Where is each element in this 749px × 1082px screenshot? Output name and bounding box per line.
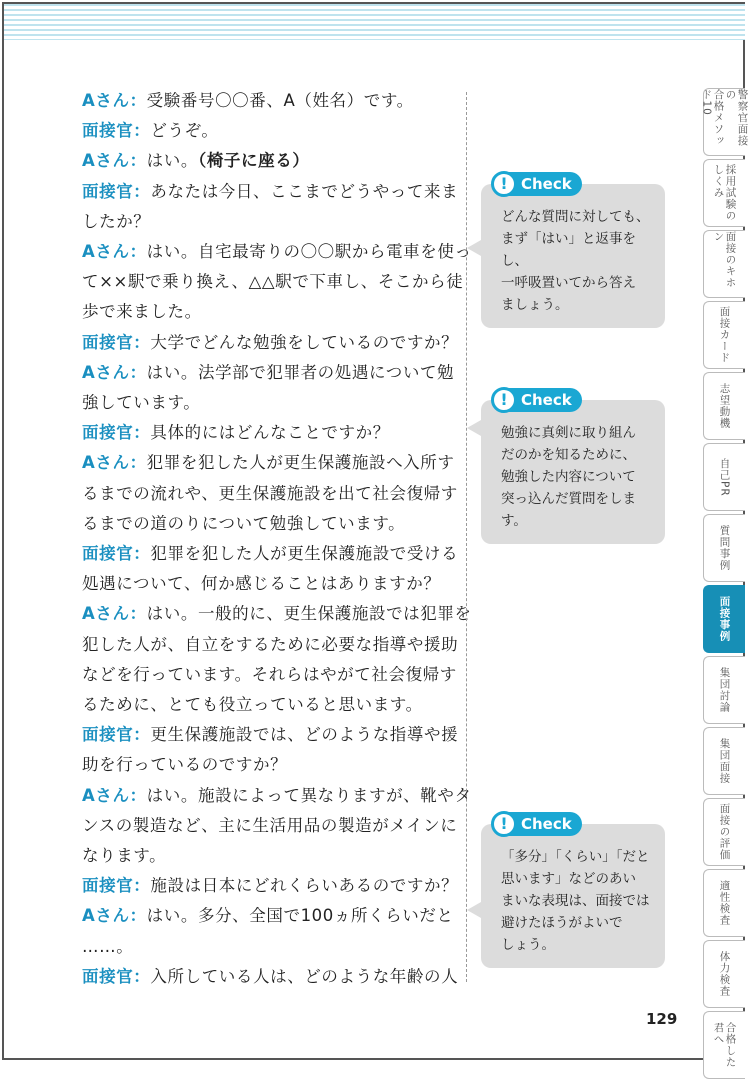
dialogue-line bbox=[82, 86, 452, 116]
chapter-tab[interactable] bbox=[700, 88, 749, 156]
check-text: 「多分」「くらい」「だと 思います」などのあい まいな表現は、面接では 避けたほうがよいで しょう。 bbox=[501, 849, 650, 953]
speaker-interviewer: 面接官： bbox=[82, 725, 151, 745]
check-bubble-1 bbox=[481, 174, 665, 328]
dialogue-line bbox=[82, 388, 452, 418]
dialogue-line bbox=[82, 237, 472, 267]
chapter-tab[interactable] bbox=[703, 230, 745, 298]
dialogue-line bbox=[82, 720, 459, 750]
speaker-interviewer: 面接官： bbox=[82, 544, 151, 564]
dialogue-line bbox=[82, 660, 457, 690]
chapter-tab-label: 体力検査 bbox=[718, 951, 731, 997]
dialogue-line bbox=[82, 509, 452, 539]
chapter-tab[interactable] bbox=[703, 727, 745, 795]
chapter-tab-label: 質問事例 bbox=[718, 525, 731, 571]
dialogue-text: るまでの流れや、更生保護施設を出て社会復帰す bbox=[82, 483, 458, 503]
dialogue-line bbox=[82, 630, 459, 660]
speaker-applicant: Aさん： bbox=[82, 151, 147, 171]
chapter-tab[interactable] bbox=[703, 798, 745, 866]
dialogue-text: ……。 bbox=[82, 936, 134, 956]
speaker-interviewer: 面接官： bbox=[82, 966, 151, 986]
check-badge bbox=[493, 812, 582, 836]
speaker-applicant: Aさん： bbox=[82, 906, 147, 926]
dialogue-line bbox=[82, 448, 455, 478]
dialogue-line bbox=[82, 750, 452, 780]
bubble-tail bbox=[467, 902, 481, 918]
check-text: 勉強に真剣に取り組ん だのかを知るために、 勉強した内容について 突っ込んだ質問をしま す。 bbox=[501, 425, 636, 529]
check-label: Check bbox=[521, 391, 572, 409]
check-label: Check bbox=[521, 815, 572, 833]
dialogue-text: るために、とても役立っていると思います。 bbox=[82, 695, 423, 715]
dialogue-text: 具体的にはどんなことですか？ bbox=[150, 423, 390, 443]
chapter-tab-label: 志望動機 bbox=[718, 383, 731, 429]
check-label: Check bbox=[521, 175, 572, 193]
dialogue-text: あなたは今日、ここまでどうやって来ま bbox=[150, 181, 459, 201]
dialogue-text: るまでの道のりについて勉強しています。 bbox=[82, 513, 406, 533]
dialogue-text: て××駅で乗り換え、△△駅で下車し、そこから徒 bbox=[82, 272, 464, 292]
check-bubble-3 bbox=[481, 814, 665, 968]
dialogue-line bbox=[82, 297, 452, 327]
dialogue-text: はい。施設によって異なりますが、靴やタ bbox=[146, 785, 472, 805]
dialogue-text: 更生保護施設では、どのような指導や援 bbox=[150, 725, 459, 745]
speaker-interviewer: 面接官： bbox=[82, 121, 151, 141]
check-text: どんな質問に対しても、 まず「はい」と返事をし、 一呼吸置いてから答え ましょう。 bbox=[501, 209, 650, 313]
dialogue-text: 犯罪を犯した人が更生保護施設で受ける bbox=[150, 544, 459, 564]
speaker-interviewer: 面接官： bbox=[82, 332, 151, 352]
chapter-tab[interactable] bbox=[703, 443, 745, 511]
dialogue-text: 大学でどんな勉強をしているのですか？ bbox=[150, 332, 459, 352]
chapter-tab-label: 面接の評価 bbox=[718, 803, 731, 861]
dialogue-text: はい。法学部で犯罪者の処遇について勉 bbox=[146, 362, 455, 382]
stage-direction: （椅子に座る） bbox=[197, 151, 310, 171]
speaker-applicant: Aさん： bbox=[82, 242, 147, 262]
speaker-interviewer: 面接官： bbox=[82, 181, 151, 201]
dialogue-text: どうぞ。 bbox=[150, 121, 219, 141]
speaker-interviewer: 面接官： bbox=[82, 423, 151, 443]
dialogue-line bbox=[82, 539, 459, 569]
dialogue-text: 歩で来ました。 bbox=[82, 302, 202, 322]
speaker-applicant: Aさん： bbox=[82, 91, 147, 110]
dialogue-line bbox=[82, 962, 459, 992]
bubble-tail bbox=[467, 420, 481, 436]
dialogue-line bbox=[82, 267, 464, 297]
dialogue-block bbox=[82, 86, 472, 992]
dialogue-line bbox=[82, 418, 452, 448]
dialogue-text: はい。多分、全国で100ヵ所くらいだと bbox=[146, 906, 454, 926]
chapter-tab-label: 面接のキホン bbox=[712, 231, 737, 289]
chapter-tabs bbox=[700, 88, 749, 1082]
chapter-tab[interactable] bbox=[703, 514, 745, 582]
chapter-tab[interactable] bbox=[703, 656, 745, 724]
dialogue-line bbox=[82, 932, 452, 962]
chapter-tab[interactable] bbox=[703, 301, 745, 369]
chapter-tab-label: 集団面接 bbox=[718, 738, 731, 784]
dialogue-line bbox=[82, 690, 452, 720]
dialogue-line bbox=[82, 358, 455, 388]
dialogue-line bbox=[82, 811, 458, 841]
dialogue-text: ンスの製造など、主に生活用品の製造がメインに bbox=[82, 815, 458, 835]
dialogue-text: はい。 bbox=[146, 151, 198, 171]
chapter-tab-label: 適性検査 bbox=[718, 880, 731, 926]
dialogue-line bbox=[82, 841, 452, 871]
chapter-tab[interactable] bbox=[703, 585, 745, 653]
dialogue-line bbox=[82, 146, 452, 176]
dialogue-line bbox=[82, 207, 452, 237]
dialogue-line bbox=[82, 479, 458, 509]
dialogue-line bbox=[82, 569, 452, 599]
chapter-tab[interactable] bbox=[703, 159, 745, 227]
header-stripes bbox=[4, 4, 745, 40]
chapter-tab-label: 合格した 君へ bbox=[712, 1022, 737, 1068]
dialogue-text: はい。一般的に、更生保護施設では犯罪を bbox=[146, 604, 472, 624]
chapter-tab[interactable] bbox=[703, 869, 745, 937]
check-bubble-2 bbox=[481, 390, 665, 544]
speaker-interviewer: 面接官： bbox=[82, 876, 151, 896]
speaker-applicant: Aさん： bbox=[82, 785, 147, 805]
chapter-tab[interactable] bbox=[703, 1011, 745, 1079]
chapter-tab-label: 自己PR bbox=[718, 457, 731, 497]
speaker-applicant: Aさん： bbox=[82, 362, 147, 382]
dialogue-text: したか？ bbox=[82, 211, 151, 231]
dialogue-line bbox=[82, 177, 459, 207]
dialogue-line bbox=[82, 328, 459, 358]
chapter-tab-label: 集団討論 bbox=[718, 667, 731, 713]
dialogue-line bbox=[82, 599, 472, 629]
chapter-tab-label: 面接事例 bbox=[718, 596, 731, 642]
column-divider bbox=[466, 92, 467, 982]
chapter-tab[interactable] bbox=[703, 940, 745, 1008]
chapter-tab-label: 採用試験の しくみ bbox=[712, 164, 737, 222]
speaker-applicant: Aさん： bbox=[82, 453, 147, 473]
chapter-tab-label: 警察官面接の 合格メソッド10 bbox=[700, 89, 749, 147]
dialogue-text: 入所している人は、どのような年齢の人 bbox=[150, 966, 459, 986]
dialogue-text: などを行っています。それらはやがて社会復帰す bbox=[82, 664, 457, 684]
check-badge bbox=[493, 388, 582, 412]
exclamation-icon: ! bbox=[491, 387, 517, 413]
dialogue-text: 施設は日本にどれくらいあるのですか？ bbox=[150, 876, 459, 896]
bubble-tail bbox=[467, 240, 481, 256]
dialogue-text: 強しています。 bbox=[82, 393, 201, 413]
dialogue-line bbox=[82, 116, 452, 146]
dialogue-line bbox=[82, 781, 472, 811]
dialogue-text: はい。自宅最寄りの〇〇駅から電車を使っ bbox=[146, 242, 472, 262]
dialogue-text: 犯した人が、自立をするために必要な指導や援助 bbox=[82, 634, 459, 654]
dialogue-text: 受験番号〇〇番、A（姓名）です。 bbox=[146, 91, 414, 110]
dialogue-text: 犯罪を犯した人が更生保護施設へ入所す bbox=[146, 453, 455, 473]
exclamation-icon: ! bbox=[491, 811, 517, 837]
dialogue-text: 処遇について、何か感じることはありますか？ bbox=[82, 574, 441, 594]
dialogue-line bbox=[82, 901, 452, 931]
page-number: 129 bbox=[646, 1010, 678, 1028]
dialogue-line bbox=[82, 871, 459, 901]
check-badge bbox=[493, 172, 582, 196]
chapter-tab[interactable] bbox=[703, 372, 745, 440]
dialogue-text: なります。 bbox=[82, 846, 167, 866]
chapter-tab-label: 面接カード bbox=[718, 306, 731, 364]
dialogue-text: 助を行っているのですか？ bbox=[82, 755, 288, 775]
speaker-applicant: Aさん： bbox=[82, 604, 147, 624]
exclamation-icon: ! bbox=[491, 171, 517, 197]
